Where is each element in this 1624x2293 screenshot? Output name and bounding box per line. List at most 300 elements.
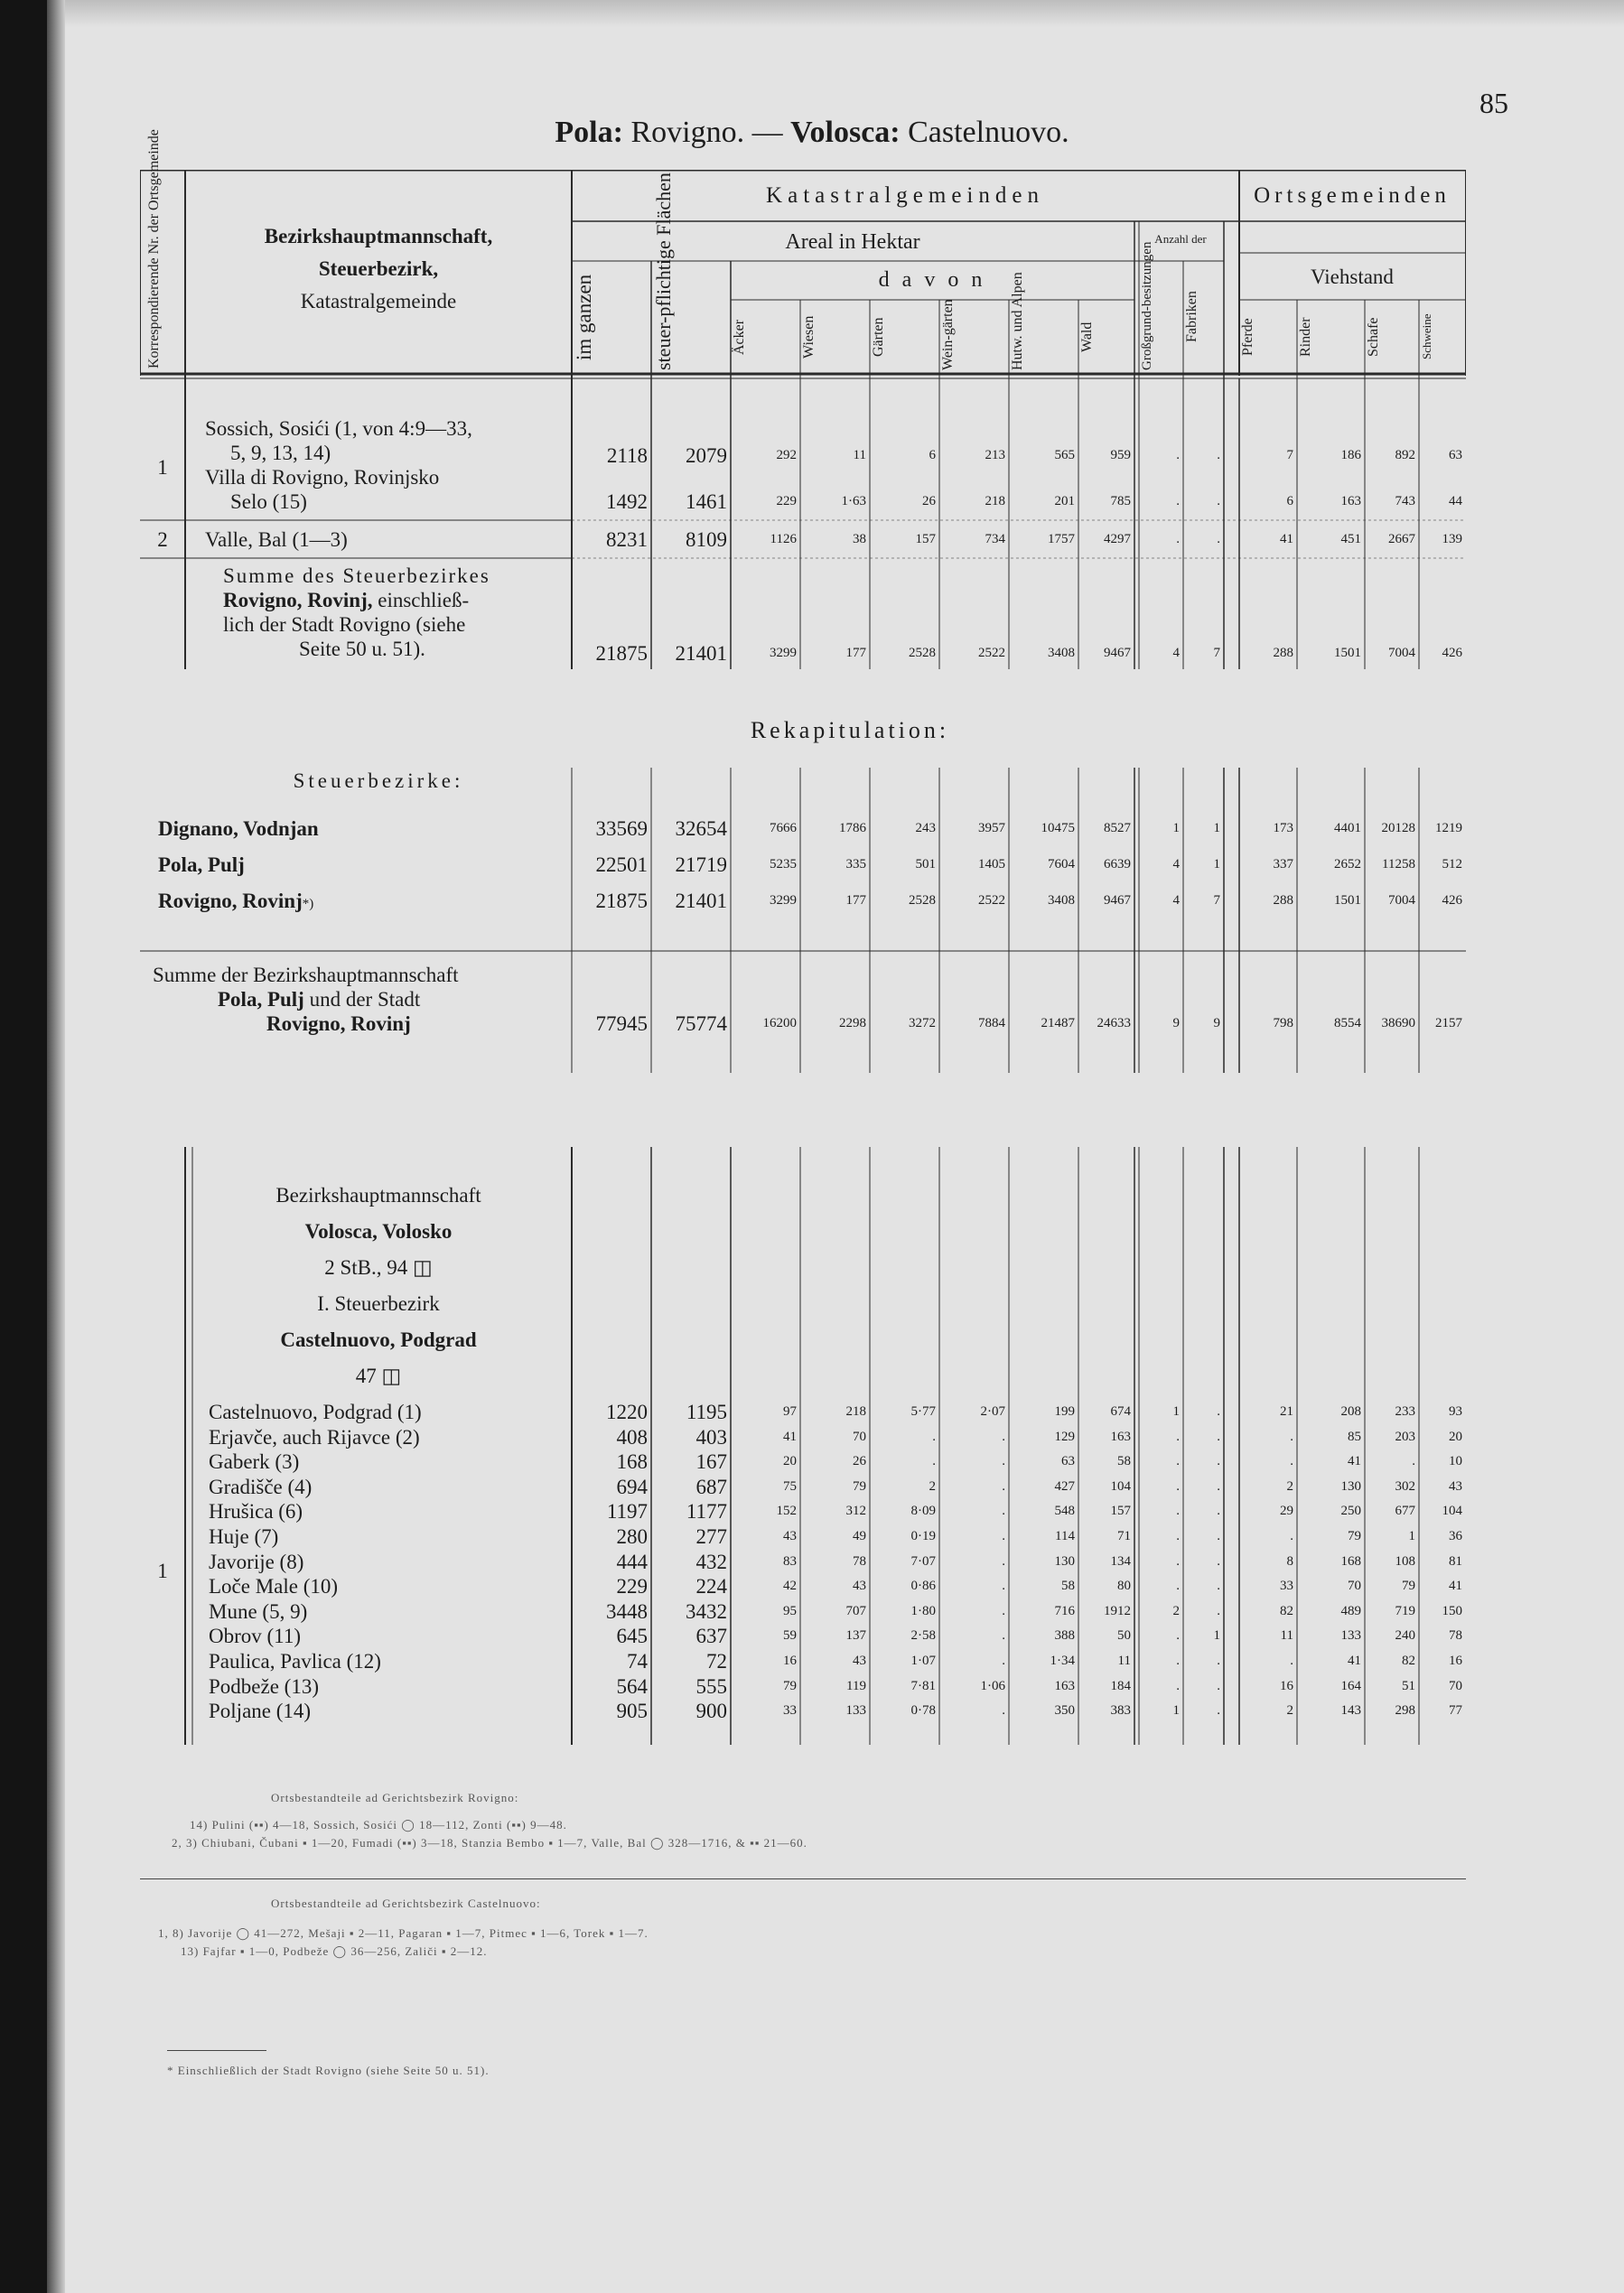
cell-wald: 8527 bbox=[1104, 821, 1131, 835]
cell-aecker: 33 bbox=[783, 1703, 797, 1719]
cell-im-ganzen: 229 bbox=[616, 1575, 648, 1599]
cell-hutweiden: 63 bbox=[1061, 1454, 1075, 1469]
cell-pferde: 2 bbox=[1286, 1703, 1293, 1719]
row-label: Huje (7) bbox=[209, 1525, 279, 1548]
cell-gaerten: 1·07 bbox=[910, 1654, 936, 1668]
cell-grossgrund: 9 bbox=[1172, 1016, 1180, 1030]
cell-aecker: 292 bbox=[776, 448, 797, 462]
cell-wald: 184 bbox=[1110, 1678, 1131, 1693]
cell-weingaerten: . bbox=[1002, 1603, 1005, 1618]
cell-pferde: 2 bbox=[1286, 1478, 1293, 1494]
cell-schafe: 743 bbox=[1395, 494, 1415, 508]
cell-im-ganzen: 2118 bbox=[606, 444, 648, 467]
cell-aecker: 41 bbox=[783, 1429, 797, 1444]
cell-im-ganzen: 21875 bbox=[595, 642, 648, 665]
cell-rinder: 163 bbox=[1340, 494, 1361, 508]
cell-fabriken: . bbox=[1217, 532, 1220, 546]
cell-weingaerten: . bbox=[1002, 1703, 1005, 1719]
cell-gaerten: 8·09 bbox=[910, 1504, 936, 1519]
footnote-head-2: Ortsbestandteile ad Gerichtsbezirk Castelnuovo: bbox=[271, 1897, 541, 1910]
cell-weingaerten: . bbox=[1002, 1579, 1005, 1594]
cell-grossgrund: . bbox=[1176, 532, 1180, 546]
cell-rinder: 133 bbox=[1340, 1628, 1361, 1644]
cell-aecker: 75 bbox=[783, 1478, 797, 1494]
cell-im-ganzen: 905 bbox=[616, 1700, 648, 1723]
cell-aecker: 20 bbox=[783, 1454, 797, 1469]
cell-hutweiden: 201 bbox=[1054, 494, 1075, 508]
cell-gaerten: 157 bbox=[915, 532, 936, 546]
cell-steuerpflichtig: 32654 bbox=[675, 817, 727, 840]
s1-sum-label-l2 bbox=[223, 590, 469, 611]
cell-hutweiden: 3408 bbox=[1048, 646, 1075, 660]
cell-wald: 71 bbox=[1117, 1529, 1131, 1543]
cell-gaerten: 3272 bbox=[909, 1016, 936, 1030]
footnote-star: * Einschließlich der Stadt Rovigno (siehe Seite 50 u. 51). bbox=[167, 2064, 490, 2077]
cell-wald: 785 bbox=[1110, 494, 1131, 508]
header-katastral: Katastralgemeinden bbox=[766, 183, 1044, 208]
cell-schweine: 426 bbox=[1442, 646, 1462, 660]
row-label: Obrov (11) bbox=[209, 1625, 301, 1648]
cell-wald: 163 bbox=[1110, 1429, 1131, 1444]
cell-schweine: 36 bbox=[1449, 1529, 1462, 1543]
cell-weingaerten: . bbox=[1002, 1654, 1005, 1668]
cell-steuerpflichtig: 21719 bbox=[675, 853, 727, 876]
cell-pferde: 33 bbox=[1280, 1579, 1293, 1594]
header-fabriken: Fabriken bbox=[1184, 291, 1199, 343]
scan-binding-edge bbox=[0, 0, 47, 2293]
cell-fabriken: 7 bbox=[1213, 646, 1220, 660]
cell-schafe: 108 bbox=[1395, 1553, 1415, 1569]
cell-pferde: 798 bbox=[1273, 1016, 1293, 1030]
cell-schweine: 2157 bbox=[1435, 1016, 1462, 1030]
cell-gaerten: 1·80 bbox=[910, 1603, 936, 1618]
cell-schweine: 93 bbox=[1449, 1404, 1462, 1419]
cell-aecker: 229 bbox=[776, 494, 797, 508]
cell-weingaerten: 3957 bbox=[978, 821, 1005, 835]
cell-steuerpflichtig: 21401 bbox=[675, 890, 727, 912]
cell-rinder: 489 bbox=[1340, 1603, 1361, 1618]
cell-schweine: 63 bbox=[1449, 448, 1462, 462]
cell-schafe: 233 bbox=[1395, 1404, 1415, 1419]
s2-h3: 2 StB., 94 ◫ bbox=[324, 1256, 433, 1279]
cell-wiesen: 218 bbox=[845, 1404, 866, 1419]
cell-aecker: 83 bbox=[783, 1553, 797, 1569]
s1-r2-label-l2: Selo (15) bbox=[230, 490, 307, 513]
cell-wald: 9467 bbox=[1104, 646, 1131, 660]
cell-weingaerten: 7884 bbox=[978, 1016, 1005, 1030]
cell-gaerten: 26 bbox=[922, 494, 936, 508]
header-district-l1: Bezirkshauptmannschaft, bbox=[264, 225, 493, 247]
row-label: Hrušica (6) bbox=[209, 1500, 303, 1524]
rekap-sum-label-l2 bbox=[218, 989, 420, 1010]
cell-hutweiden: 129 bbox=[1054, 1429, 1075, 1444]
cell-schafe: 7004 bbox=[1388, 893, 1415, 908]
header-pferde: Pferde bbox=[1240, 318, 1255, 356]
cell-wald: 6639 bbox=[1104, 857, 1131, 872]
cell-rinder: 4401 bbox=[1334, 821, 1361, 835]
cell-aecker: 152 bbox=[776, 1504, 797, 1519]
cell-pferde: 82 bbox=[1280, 1603, 1293, 1618]
cell-gaerten: 6 bbox=[929, 448, 936, 462]
row-label: Paulica, Pavlica (12) bbox=[209, 1650, 381, 1673]
cell-wiesen: 11 bbox=[853, 448, 866, 462]
header-district-l2: Steuerbezirk, bbox=[318, 257, 439, 280]
cell-aecker: 3299 bbox=[770, 893, 797, 908]
cell-rinder: 70 bbox=[1348, 1579, 1361, 1594]
rekap-sum-label-l2-rest: und der Stadt bbox=[309, 988, 421, 1011]
s1-r1-label-l2: 5, 9, 13, 14) bbox=[230, 442, 331, 464]
cell-grossgrund: 4 bbox=[1172, 857, 1180, 872]
cell-steuerpflichtig: 1177 bbox=[686, 1500, 727, 1524]
cell-schweine: 1219 bbox=[1435, 821, 1462, 835]
cell-wiesen: 26 bbox=[853, 1454, 866, 1469]
cell-im-ganzen: 694 bbox=[616, 1475, 648, 1498]
header-schweine: Schweine bbox=[1420, 313, 1433, 360]
footnote-line-2: 2, 3) Chiubani, Čubani ▪ 1—20, Fumadi (▪▪) 3—18, Stanzia Bembo ▪ 1—7, Valle, Bal ◯ 328—1716, & ▪▪ 21—60. bbox=[172, 1836, 807, 1850]
cell-rinder: 85 bbox=[1348, 1429, 1361, 1444]
cell-schweine: 16 bbox=[1449, 1654, 1462, 1668]
cell-weingaerten: . bbox=[1002, 1529, 1005, 1543]
cell-schweine: 104 bbox=[1442, 1504, 1462, 1519]
cell-aecker: 59 bbox=[783, 1628, 797, 1644]
cell-wiesen: 70 bbox=[853, 1429, 866, 1444]
cell-grossgrund: . bbox=[1176, 448, 1180, 462]
cell-hutweiden: 1757 bbox=[1048, 532, 1075, 546]
cell-aecker: 43 bbox=[783, 1529, 797, 1543]
cell-fabriken: . bbox=[1217, 1553, 1220, 1569]
cell-schafe: 298 bbox=[1395, 1703, 1415, 1719]
rekap-row-2-label: Pola, Pulj bbox=[158, 853, 245, 876]
cell-weingaerten: 1405 bbox=[978, 857, 1005, 872]
header-schafe: Schafe bbox=[1366, 317, 1381, 357]
cell-grossgrund: . bbox=[1176, 1579, 1180, 1594]
row-label: Javorije (8) bbox=[209, 1550, 304, 1573]
cell-fabriken: 1 bbox=[1213, 821, 1220, 835]
cell-hutweiden: 548 bbox=[1054, 1504, 1075, 1519]
cell-fabriken: 9 bbox=[1213, 1016, 1220, 1030]
s1-sum-label-l1: Summe des Steuerbezirkes bbox=[223, 564, 490, 587]
cell-aecker: 3299 bbox=[770, 646, 797, 660]
cell-weingaerten: 218 bbox=[985, 494, 1005, 508]
cell-im-ganzen: 645 bbox=[616, 1625, 648, 1648]
cell-aecker: 95 bbox=[783, 1603, 797, 1618]
cell-im-ganzen: 408 bbox=[616, 1425, 648, 1449]
row-label: Gradišče (4) bbox=[209, 1475, 313, 1498]
cell-schafe: 203 bbox=[1395, 1429, 1415, 1444]
cell-im-ganzen: 8231 bbox=[606, 528, 648, 551]
cell-fabriken: . bbox=[1217, 1429, 1220, 1444]
page-number: 85 bbox=[1479, 87, 1508, 119]
cell-rinder: 41 bbox=[1348, 1454, 1361, 1469]
cell-hutweiden: 388 bbox=[1054, 1628, 1075, 1644]
cell-gaerten: 2·58 bbox=[910, 1628, 936, 1644]
cell-weingaerten: 1·06 bbox=[980, 1678, 1005, 1693]
cell-schweine: 426 bbox=[1442, 893, 1462, 908]
header-ortsgemeinden: Ortsgemeinden bbox=[1254, 183, 1451, 208]
row-label: Poljane (14) bbox=[209, 1700, 312, 1723]
cell-aecker: 16 bbox=[783, 1654, 797, 1668]
cell-wiesen: 38 bbox=[853, 532, 866, 546]
cell-pferde: 173 bbox=[1273, 821, 1293, 835]
cell-grossgrund: 1 bbox=[1172, 821, 1180, 835]
cell-steuerpflichtig: 3432 bbox=[686, 1599, 727, 1623]
cell-fabriken: . bbox=[1217, 1703, 1220, 1719]
s1-r3-nr: 2 bbox=[157, 528, 168, 551]
cell-wald: 1912 bbox=[1104, 1603, 1131, 1618]
cell-fabriken: 1 bbox=[1213, 1628, 1220, 1644]
footnote-star-rule bbox=[167, 2050, 266, 2051]
cell-pferde: . bbox=[1290, 1654, 1293, 1668]
header-anzahl: Anzahl der bbox=[1154, 232, 1207, 246]
cell-im-ganzen: 3448 bbox=[606, 1599, 648, 1623]
row-label: Castelnuovo, Podgrad (1) bbox=[209, 1401, 422, 1423]
cell-hutweiden: 58 bbox=[1061, 1579, 1075, 1594]
s2-h5: Castelnuovo, Podgrad bbox=[280, 1328, 477, 1351]
cell-wiesen: 335 bbox=[845, 857, 866, 872]
cell-grossgrund: . bbox=[1176, 1478, 1180, 1494]
footnote-line-1: 14) Pulini (▪▪) 4—18, Sossich, Sosići ◯ 18—112, Zonti (▪▪) 9—48. bbox=[190, 1818, 567, 1832]
cell-wiesen: 119 bbox=[846, 1678, 866, 1693]
cell-wald: 383 bbox=[1110, 1703, 1131, 1719]
cell-wiesen: 43 bbox=[853, 1654, 866, 1668]
cell-hutweiden: 565 bbox=[1054, 448, 1075, 462]
cell-hutweiden: 163 bbox=[1054, 1678, 1075, 1693]
running-head-a: Pola: bbox=[555, 116, 623, 149]
cell-schafe: 20128 bbox=[1381, 821, 1415, 835]
cell-hutweiden: 114 bbox=[1055, 1529, 1075, 1543]
cell-aecker: 1126 bbox=[770, 532, 797, 546]
s1-r2-label-l1: Villa di Rovigno, Rovinjsko bbox=[205, 466, 440, 489]
cell-steuerpflichtig: 21401 bbox=[675, 642, 727, 665]
rekap-row-3-label bbox=[158, 890, 313, 911]
cell-wald: 4297 bbox=[1104, 532, 1131, 546]
header-im-ganzen: im ganzen bbox=[573, 274, 595, 360]
cell-steuerpflichtig: 72 bbox=[706, 1650, 727, 1673]
rekap-title: Rekapitulation: bbox=[750, 717, 950, 743]
cell-wald: 134 bbox=[1110, 1553, 1131, 1569]
cell-schweine: 150 bbox=[1442, 1603, 1462, 1618]
cell-im-ganzen: 168 bbox=[616, 1450, 648, 1474]
cell-gaerten: 2528 bbox=[909, 646, 936, 660]
cell-steuerpflichtig: 2079 bbox=[686, 444, 727, 467]
cell-grossgrund: 4 bbox=[1172, 893, 1180, 908]
header-davon: d a v o n bbox=[878, 268, 986, 292]
cell-schweine: 78 bbox=[1449, 1628, 1462, 1644]
footnote-divider bbox=[140, 1878, 1466, 1879]
running-head-d: Castelnuovo. bbox=[908, 116, 1069, 149]
cell-schweine: 77 bbox=[1449, 1703, 1462, 1719]
cell-gaerten: 0·86 bbox=[910, 1579, 936, 1594]
cell-hutweiden: 1·34 bbox=[1050, 1654, 1075, 1668]
header-aecker: Äcker bbox=[732, 319, 747, 355]
s1-r3-label: Valle, Bal (1—3) bbox=[205, 528, 348, 551]
cell-gaerten: 7·07 bbox=[910, 1553, 936, 1569]
cell-weingaerten: . bbox=[1002, 1454, 1005, 1469]
cell-schweine: 44 bbox=[1449, 494, 1462, 508]
cell-wiesen: 312 bbox=[845, 1504, 866, 1519]
cell-grossgrund: 2 bbox=[1172, 1603, 1180, 1618]
cell-schweine: 43 bbox=[1449, 1478, 1462, 1494]
cell-rinder: 208 bbox=[1340, 1404, 1361, 1419]
cell-grossgrund: . bbox=[1176, 1529, 1180, 1543]
cell-fabriken: . bbox=[1217, 1579, 1220, 1594]
cell-weingaerten: 734 bbox=[985, 532, 1005, 546]
cell-wiesen: 707 bbox=[845, 1603, 866, 1618]
cell-weingaerten: 2522 bbox=[978, 646, 1005, 660]
statistics-table-volosca bbox=[140, 1147, 1466, 1784]
cell-steuerpflichtig: 687 bbox=[695, 1475, 727, 1498]
cell-wiesen: 1786 bbox=[839, 821, 866, 835]
cell-gaerten: . bbox=[932, 1429, 936, 1444]
cell-rinder: 79 bbox=[1348, 1529, 1361, 1543]
cell-hutweiden: 199 bbox=[1054, 1404, 1075, 1419]
cell-im-ganzen: 280 bbox=[616, 1525, 648, 1548]
cell-aecker: 5235 bbox=[770, 857, 797, 872]
cell-gaerten: 5·77 bbox=[910, 1404, 936, 1419]
footnote-head-1: Ortsbestandteile ad Gerichtsbezirk Rovigno: bbox=[271, 1791, 519, 1804]
cell-im-ganzen: 1197 bbox=[606, 1500, 648, 1524]
cell-schafe: 892 bbox=[1395, 448, 1415, 462]
cell-wiesen: 2298 bbox=[839, 1016, 866, 1030]
cell-steuerpflichtig: 637 bbox=[695, 1625, 727, 1648]
cell-pferde: 11 bbox=[1280, 1628, 1293, 1644]
cell-fabriken: 7 bbox=[1213, 893, 1220, 908]
cell-wald: 157 bbox=[1110, 1504, 1131, 1519]
cell-gaerten: 7·81 bbox=[910, 1678, 936, 1693]
cell-fabriken: . bbox=[1217, 494, 1220, 508]
s2-h1: Bezirkshauptmannschaft bbox=[275, 1184, 481, 1207]
cell-steuerpflichtig: 1461 bbox=[686, 490, 727, 513]
header-weingaerten: Wein-gärten bbox=[940, 299, 956, 370]
cell-wald: 24633 bbox=[1097, 1016, 1131, 1030]
cell-hutweiden: 3408 bbox=[1048, 893, 1075, 908]
s1-sum-label-l2-bold: Rovigno, Rovinj, bbox=[223, 589, 373, 611]
cell-grossgrund: . bbox=[1176, 1454, 1180, 1469]
cell-fabriken: . bbox=[1217, 1478, 1220, 1494]
cell-rinder: 8554 bbox=[1334, 1016, 1361, 1030]
cell-wald: 58 bbox=[1117, 1454, 1131, 1469]
cell-rinder: 451 bbox=[1340, 532, 1361, 546]
cell-im-ganzen: 74 bbox=[627, 1650, 648, 1673]
header-wiesen: Wiesen bbox=[801, 315, 817, 359]
cell-weingaerten: 2·07 bbox=[980, 1404, 1005, 1419]
rekap-sum-label-l2-bold: Pola, Pulj bbox=[218, 988, 304, 1011]
cell-fabriken: . bbox=[1217, 1529, 1220, 1543]
cell-im-ganzen: 444 bbox=[616, 1550, 648, 1573]
cell-wiesen: 177 bbox=[845, 646, 866, 660]
scan-binding-shadow bbox=[47, 0, 65, 2293]
rekap-row-1-label: Dignano, Vodnjan bbox=[158, 817, 319, 840]
rekap-sum-label-l1: Summe der Bezirkshauptmannschaft bbox=[153, 964, 459, 986]
cell-wiesen: 79 bbox=[853, 1478, 866, 1494]
s2-h4: I. Steuerbezirk bbox=[317, 1292, 440, 1315]
row-label: Erjavče, auch Rijavce (2) bbox=[209, 1425, 420, 1449]
header-rinder: Rinder bbox=[1298, 317, 1313, 357]
cell-grossgrund: . bbox=[1176, 1429, 1180, 1444]
cell-wiesen: 177 bbox=[845, 893, 866, 908]
cell-wiesen: 43 bbox=[853, 1579, 866, 1594]
header-wald: Wald bbox=[1079, 322, 1095, 352]
cell-schafe: 7004 bbox=[1388, 646, 1415, 660]
cell-hutweiden: 130 bbox=[1054, 1553, 1075, 1569]
cell-pferde: . bbox=[1290, 1429, 1293, 1444]
cell-weingaerten: 213 bbox=[985, 448, 1005, 462]
footnote-line-4: 13) Fajfar ▪ 1—0, Podbeže ◯ 36—256, Zaliči ▪ 2—12. bbox=[181, 1944, 488, 1958]
cell-im-ganzen: 1220 bbox=[606, 1401, 648, 1423]
cell-pferde: . bbox=[1290, 1454, 1293, 1469]
cell-fabriken: . bbox=[1217, 1404, 1220, 1419]
cell-wald: 9467 bbox=[1104, 893, 1131, 908]
running-head bbox=[0, 116, 1624, 150]
cell-schafe: 2667 bbox=[1388, 532, 1415, 546]
s1-sum-label-l4: Seite 50 u. 51). bbox=[299, 638, 425, 660]
running-head-sep: — bbox=[751, 116, 783, 149]
cell-weingaerten: 2522 bbox=[978, 893, 1005, 908]
cell-steuerpflichtig: 900 bbox=[695, 1700, 727, 1723]
cell-gaerten: . bbox=[932, 1454, 936, 1469]
cell-grossgrund: . bbox=[1176, 1678, 1180, 1693]
cell-grossgrund: . bbox=[1176, 1504, 1180, 1519]
cell-rinder: 1501 bbox=[1334, 893, 1361, 908]
cell-fabriken: . bbox=[1217, 1603, 1220, 1618]
cell-pferde: 288 bbox=[1273, 893, 1293, 908]
cell-steuerpflichtig: 8109 bbox=[686, 528, 727, 551]
cell-aecker: 42 bbox=[783, 1579, 797, 1594]
cell-schafe: 1 bbox=[1408, 1529, 1415, 1543]
row-label: Loče Male (10) bbox=[209, 1575, 339, 1599]
cell-rinder: 186 bbox=[1340, 448, 1361, 462]
cell-pferde: 21 bbox=[1280, 1404, 1293, 1419]
cell-grossgrund: . bbox=[1176, 1654, 1180, 1668]
rekap-row-3-label-text: Rovigno, Rovinj bbox=[158, 890, 303, 912]
cell-wald: 11 bbox=[1117, 1654, 1131, 1668]
cell-pferde: 41 bbox=[1280, 532, 1293, 546]
cell-wiesen: 1·63 bbox=[841, 494, 866, 508]
cell-wald: 80 bbox=[1117, 1579, 1131, 1594]
cell-im-ganzen: 33569 bbox=[595, 817, 648, 840]
cell-fabriken: . bbox=[1217, 1654, 1220, 1668]
header-hutweiden: Hutw. und Alpen bbox=[1010, 272, 1025, 370]
cell-rinder: 2652 bbox=[1334, 857, 1361, 872]
cell-wald: 104 bbox=[1110, 1478, 1131, 1494]
cell-rinder: 250 bbox=[1340, 1504, 1361, 1519]
rekap-asterisk: *) bbox=[302, 897, 314, 911]
s1-sum-label-l2-rest: einschließ- bbox=[378, 589, 470, 611]
footnote-line-3: 1, 8) Javorije ◯ 41—272, Mešaji ▪ 2—11, Pagaran ▪ 1—7, Pitmec ▪ 1—6, Torek ▪ 1—7. bbox=[158, 1926, 649, 1940]
cell-pferde: . bbox=[1290, 1529, 1293, 1543]
cell-pferde: 337 bbox=[1273, 857, 1293, 872]
cell-im-ganzen: 77945 bbox=[595, 1012, 648, 1035]
cell-pferde: 7 bbox=[1286, 448, 1293, 462]
cell-steuerpflichtig: 432 bbox=[695, 1550, 727, 1573]
header-gaerten: Gärten bbox=[871, 317, 886, 357]
s1-r1-nr: 1 bbox=[157, 456, 168, 479]
cell-grossgrund: . bbox=[1176, 1553, 1180, 1569]
row-label: Mune (5, 9) bbox=[209, 1599, 308, 1623]
cell-schafe: 677 bbox=[1395, 1504, 1415, 1519]
row-label: Gaberk (3) bbox=[209, 1450, 300, 1474]
cell-hutweiden: 716 bbox=[1054, 1603, 1075, 1618]
cell-weingaerten: . bbox=[1002, 1429, 1005, 1444]
header-steuerpflichtig: steuer-pflichtige Flächen bbox=[652, 172, 675, 370]
cell-gaerten: 501 bbox=[915, 857, 936, 872]
cell-im-ganzen: 1492 bbox=[606, 490, 648, 513]
cell-hutweiden: 427 bbox=[1054, 1478, 1075, 1494]
cell-wiesen: 49 bbox=[853, 1529, 866, 1543]
cell-steuerpflichtig: 1195 bbox=[686, 1401, 727, 1423]
cell-aecker: 97 bbox=[783, 1404, 797, 1419]
cell-rinder: 168 bbox=[1340, 1553, 1361, 1569]
